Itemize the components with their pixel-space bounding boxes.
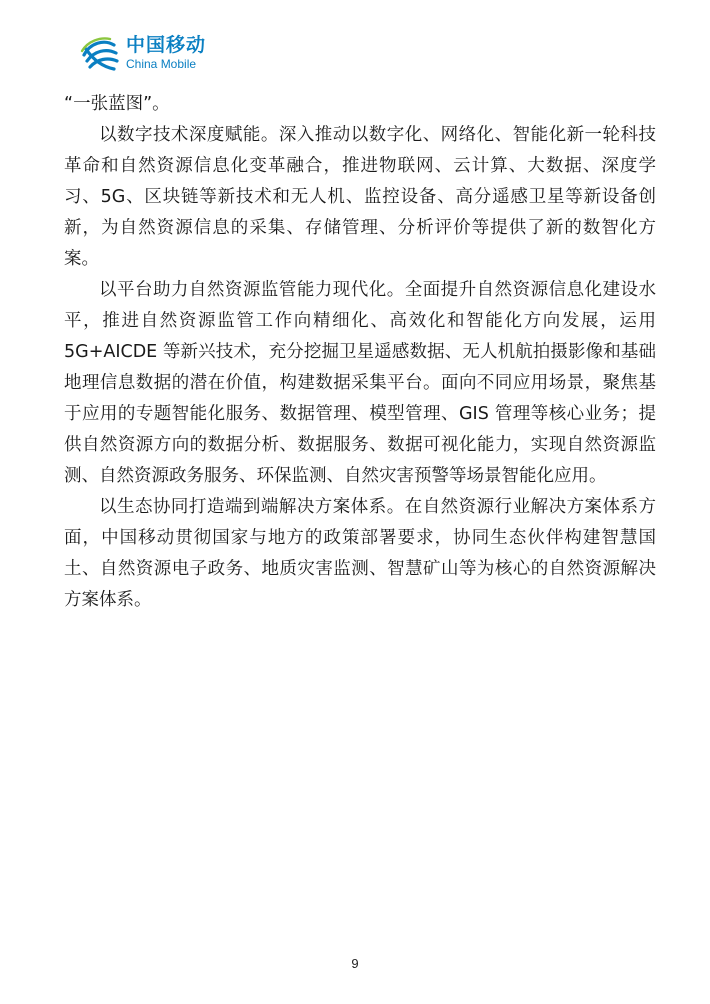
document-body — [64, 89, 656, 616]
china-mobile-logo-icon — [78, 31, 122, 75]
paragraph: 以平台助力自然资源监管能力现代化。全面提升自然资源信息化建设水平，推进自然资源监管工作向精细化、高效化和智能化方向发展，运用 5G+AICDE 等新兴技术，充分挖掘卫星遥感数据、无人机航拍摄影像和基础地理信息数据的潜在价值，构建数据采集平台。面向不同应用场景，聚焦基于应用的专题智能化服务、数据管理、模型管理、GIS 管理等核心业务；提供自然资源方向的数据分析、数据服务、数据可视化能力，实现自然资源监测、自然资源政务服务、环保监测、自然灾害预警等场景智能化应用。 — [64, 280, 656, 486]
paragraph: “一张蓝图”。 — [64, 94, 170, 114]
logo-chinese-name: 中国移动 — [126, 34, 207, 56]
paragraph: 以生态协同打造端到端解决方案体系。在自然资源行业解决方案体系方面，中国移动贯彻国家与地方的政策部署要求，协同生态伙伴构建智慧国土、自然资源电子政务、地质灾害监测、智慧矿山等为核心的自然资源解决方案体系。 — [64, 497, 656, 610]
page-number: 9 — [351, 956, 359, 971]
paragraph: 以数字技术深度赋能。深入推动以数字化、网络化、智能化新一轮科技革命和自然资源信息化变革融合，推进物联网、云计算、大数据、深度学习、5G、区块链等新技术和无人机、监控设备、高分遥感卫星等新设备创新，为自然资源信息的采集、存储管理、分析评价等提供了新的数智化方案。 — [64, 125, 656, 269]
header-logo — [78, 30, 206, 76]
logo-english-name: China Mobile — [126, 57, 197, 71]
